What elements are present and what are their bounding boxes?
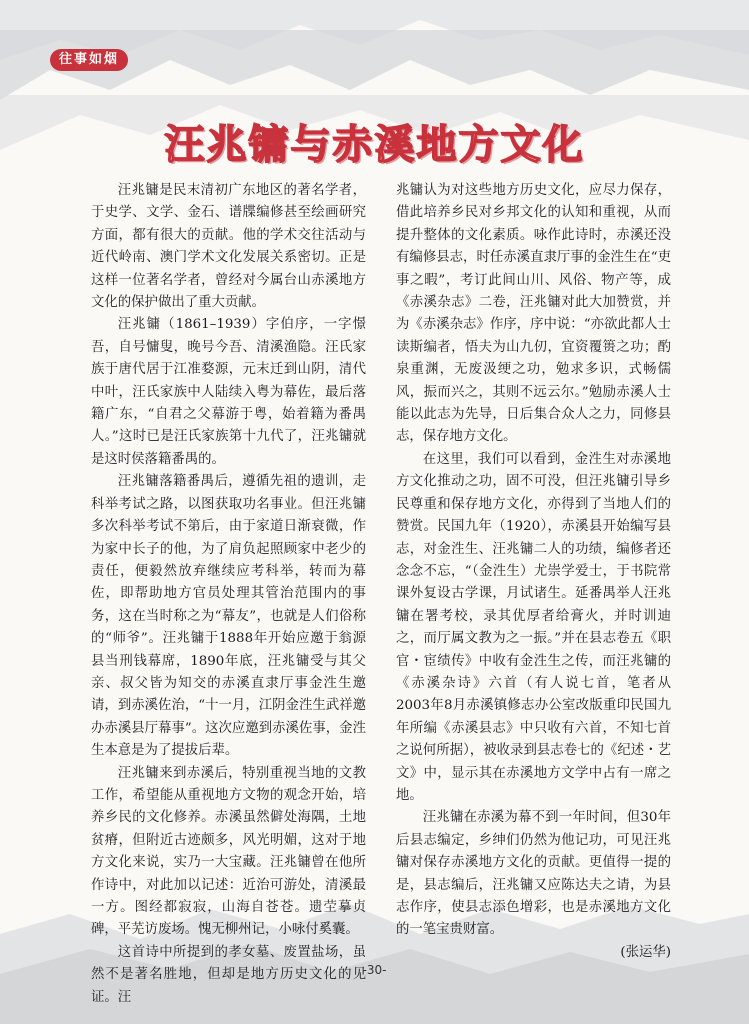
- paragraph: 汪兆镛来到赤溪后，特别重视当地的文教工作，希望能从重视地方文物的观念开始，培养乡民的文化修养。赤溪虽然僻处海隅，土地贫瘠，但附近古迹颇多，风光明媚，这对于地方文化来说，实乃一大宝藏。汪兆镛曾在他所作诗中，对此加以记述：近治可游处，清溪最一方。图经都寂寂，山海自苍苍。遗茔摹贞碑，平芜访废场。愧无柳州记，小咏付奚囊。: [91, 765, 366, 938]
- section-tag: 往事如烟: [50, 49, 128, 71]
- paragraph: 汪兆镛（1861–1939）字伯序，一字憬吾，自号慵叟，晚号今吾、清溪渔隐。汪氏家族于唐代居于江准婺源，元末迁到山阴，清代中叶，汪氏家族中人陆续入粤为幕佐，最后落籍广东，“自君之父幕游于粤，始着籍为番禺人。”这时已是汪氏家族第十九代了，汪兆镛就是这时侯落籍番禺的。: [91, 317, 366, 467]
- paragraph: 汪兆镛是民末清初广东地区的著名学者，于史学、文学、金石、谱牒编修甚至绘画研究方面，都有很大的贡献。他的学术交往活动与近代岭南、澳门学术文化发展关系密切。正是这样一位著名学者，曾经对今属台山赤溪地方文化的保护做出了重大贡献。: [91, 183, 366, 311]
- mountain-background-top: [0, 0, 749, 200]
- paragraph: 汪兆镛落籍番禺后，遵循先祖的遗训，走科举考试之路，以图获取功名事业。但汪兆镛多次科举考试不第后，由于家道日渐衰微，作为家中长子的他，为了肩负起照顾家中老少的责任，便毅然放弃继续应考科举，转而为幕佐，即帮助地方官员处理其管治范围内的事务，这在当时称之为“幕友”，也就是人们俗称的“师爷”。汪兆镛于1888年开始应邀于翁源县当刑钱幕席，1890年底，汪兆镛受与其父亲、叔父皆为知交的赤溪直隶厅事金泩生邀请，到赤溪佐治，“十一月，江阴金泩生武祥邀办赤溪县厅幕事”。这次应邀到赤溪佐事，金泩生本意是为了提拔后辈。: [91, 474, 366, 759]
- article-column-right: [396, 180, 671, 964]
- article-column-left: [91, 180, 366, 1009]
- article-title: 汪兆镛与赤溪地方文化: [164, 122, 585, 168]
- paragraph: 在这里，我们可以看到，金泩生对赤溪地方文化推动之功，固不可没，但汪兆镛引导乡民尊重和保存地方文化，亦得到了当地人们的赞赏。民国九年（1920），赤溪县开始编写县志，对金泩生、汪兆镛二人的功绩，编修者还念念不忘，“（金泩生）尤崇学爱士，于书院常课外复设古学课，月试诸生。延番禺举人汪兆镛在署考校，录其优厚者给膏火，并时训迪之，而厅属文教为之一振。”并在县志卷五《职官・宦绩传》中收有金泩生之传，而汪兆镛的《赤溪杂诗》六首（有人说七首，笔者从2003年8月赤溪镇修志办公室改版重印民国九年所编《赤溪县志》中只收有六首，不知七首之说何所据），被收录到县志卷七的《纪述・艺文》中，显示其在赤溪地方文学中占有一席之地。: [396, 451, 671, 803]
- paragraph: 这首诗中所提到的孝女墓、废置盐场，虽然不是著名胜地，但却是地方历史文化的见证。汪: [91, 944, 366, 1005]
- paragraph: 兆镛认为对这些地方历史文化，应尽力保存，借此培养乡民对乡邦文化的认知和重视，从而提升整体的文化素质。咏作此诗时，赤溪还没有编修县志，时任赤溪直隶厅事的金泩生在“吏事之暇”，考订此间山川、风俗、物产等，成《赤溪杂志》二卷，汪兆镛对此大加赞赏，并为《赤溪杂志》作序，序中说：“亦欲此都人士读斯编者，悟夫为山九仞，宜资覆篑之功；酌泉重渊，无废汲绠之功，勉求多识，式畅儒风，振而兴之，其则不远云尔。”勉励赤溪人士能以此志为先导，日后集合众人之力，同修县志，保存地方文化。: [396, 183, 671, 445]
- page-number: -30-: [362, 963, 387, 977]
- paragraph: 汪兆镛在赤溪为幕不到一年时间，但30年后县志编定，乡绅们仍然为他记功，可见汪兆镛对保存赤溪地方文化的贡献。更值得一提的是，县志编后，汪兆镛又应陈达夫之请，为县志作序，使县志添色增彩，也是赤溪地方文化的一笔宝贵财富。: [396, 810, 671, 938]
- author-credit: (张运华): [620, 944, 671, 960]
